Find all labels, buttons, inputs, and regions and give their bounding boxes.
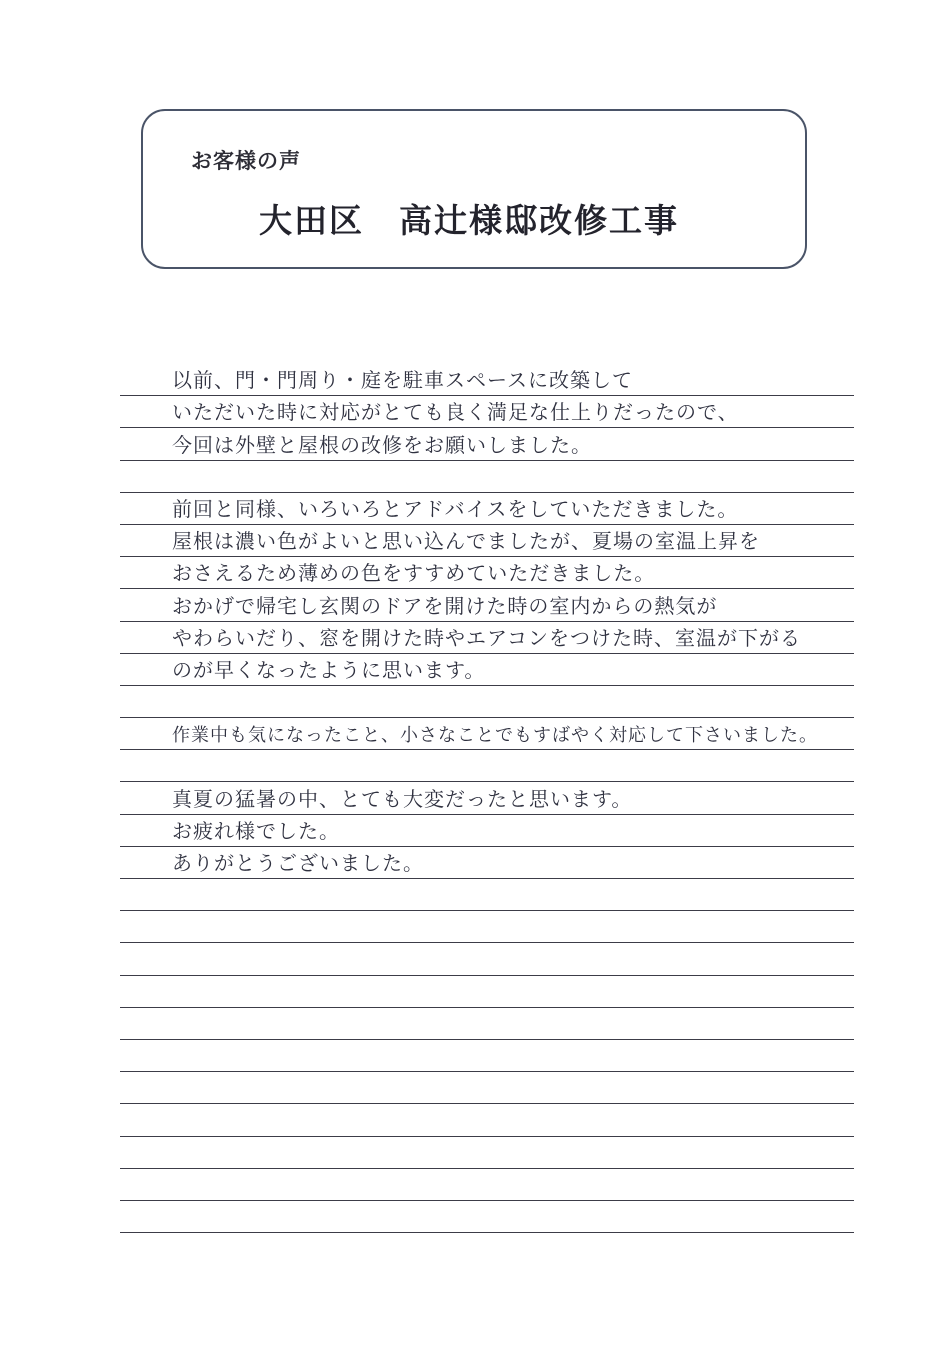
ruled-line bbox=[120, 589, 854, 621]
handwritten-line: 真夏の猛暑の中、とても大変だったと思います。 bbox=[172, 786, 633, 811]
ruled-line bbox=[120, 428, 854, 460]
handwritten-line: お疲れ様でした。 bbox=[172, 818, 340, 843]
ruled-line bbox=[120, 976, 854, 1008]
ruled-line bbox=[120, 557, 854, 589]
ruled-line bbox=[120, 654, 854, 686]
handwritten-line: おかげで帰宅し玄関のドアを開けた時の室内からの熱気が bbox=[172, 593, 718, 618]
handwritten-line: 今回は外壁と屋根の改修をお願いしました。 bbox=[172, 432, 592, 457]
ruled-line bbox=[120, 1040, 854, 1072]
handwritten-line: ありがとうございました。 bbox=[172, 851, 424, 875]
ruled-line bbox=[120, 364, 854, 396]
handwritten-line: のが早くなったように思います。 bbox=[172, 657, 486, 682]
ruled-line bbox=[120, 1072, 854, 1104]
ruled-line bbox=[120, 461, 854, 493]
ruled-line bbox=[120, 1008, 854, 1040]
header-subtitle: お客様の声 bbox=[191, 149, 301, 173]
ruled-line bbox=[120, 911, 854, 943]
ruled-line bbox=[120, 1201, 854, 1233]
ruled-line bbox=[120, 1137, 854, 1169]
header-box bbox=[141, 109, 807, 269]
ruled-line bbox=[120, 815, 854, 847]
ruled-line bbox=[120, 493, 854, 525]
ruled-lines bbox=[120, 364, 854, 1233]
handwritten-line: いただいた時に対応がとても良く満足な仕上りだったので、 bbox=[172, 400, 739, 425]
ruled-line bbox=[120, 847, 854, 879]
ruled-line bbox=[120, 782, 854, 814]
ruled-line bbox=[120, 525, 854, 557]
ruled-line bbox=[120, 943, 854, 975]
handwritten-line: おさえるため薄めの色をすすめていただきました。 bbox=[172, 561, 656, 586]
handwritten-line: 作業中も気になったこと、小さなことでもすばやく対応して下さいました。 bbox=[172, 725, 818, 747]
ruled-line bbox=[120, 396, 854, 428]
handwritten-line: やわらいだり、窓を開けた時やエアコンをつけた時、室温が下がる bbox=[172, 625, 801, 650]
handwritten-line: 屋根は濃い色がよいと思い込んでましたが、夏場の室温上昇を bbox=[172, 529, 760, 554]
ruled-line bbox=[120, 879, 854, 911]
ruled-line bbox=[120, 1169, 854, 1201]
ruled-line bbox=[120, 750, 854, 782]
handwritten-line: 以前、門・門周り・庭を駐車スペースに改築して bbox=[172, 368, 633, 393]
ruled-line bbox=[120, 718, 854, 750]
ruled-line bbox=[120, 686, 854, 718]
handwritten-line: 前回と同様、いろいろとアドバイスをしていただきました。 bbox=[172, 496, 739, 521]
ruled-line bbox=[120, 622, 854, 654]
page-title: 大田区 高辻様邸改修工事 bbox=[259, 201, 679, 240]
ruled-line bbox=[120, 1104, 854, 1136]
